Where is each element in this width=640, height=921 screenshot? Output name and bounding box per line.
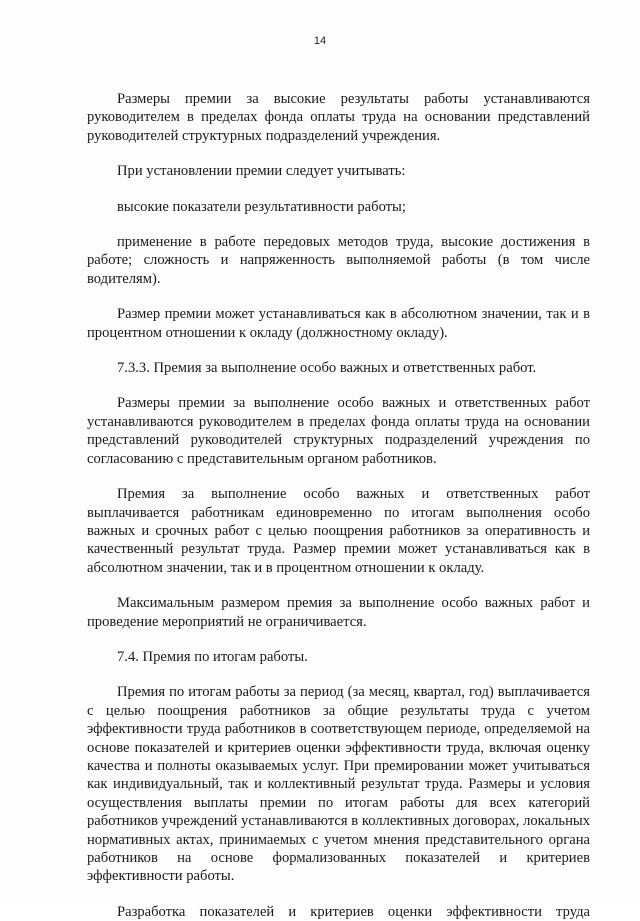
paragraph: Премия по итогам работы за период (за месяц, квартал, год) выплачивается с целью поощрения работников за общие результаты труда с учетом эффективности труда работников в соответствующем периоде, определяемой на основе показателей и критериев оценки эффективности труда, включая оценку качества и полноты оказываемых услуг. При премировании может учитываться как индивидуальный, так и коллективный результат труда. Размеры и условия осуществления выплаты премии по итогам работы для всех категорий работников учреждений устанавливаются в коллективных договорах, локальных нормативных актах, принимаемых с учетом мнения представительного органа работников на основе формализованных показателей и критериев эффективности работы. [87, 684, 590, 885]
paragraph: Размеры премии за высокие результаты работы устанавливаются руководителем в пределах фонда оплаты труда на основании представлений руководителей структурных подразделений учреждения. [87, 91, 590, 144]
paragraph: применение в работе передовых методов труда, высокие достижения в работе; сложность и напряженность выполняемой работы (в том числе водителям). [87, 234, 590, 287]
paragraph: При установлении премии следует учитывать: [117, 163, 406, 180]
paragraph: Максимальным размером премия за выполнение особо важных работ и проведение мероприятий не ограничивается. [87, 595, 590, 630]
section-heading: 7.4. Премия по итогам работы. [117, 648, 308, 665]
document-body [87, 90, 590, 921]
page-number: 14 [313, 35, 327, 47]
paragraph: Премия за выполнение особо важных и ответственных работ выплачивается работникам единовременно по итогам выполнения особо важных и срочных работ с целью поощрения работников за оперативность и качественный результат труда. Размер премии может устанавливаться как в абсолютном значении, так и в процентном отношении к окладу. [87, 486, 590, 576]
paragraph: Разработка показателей и критериев оценки эффективности труда [117, 903, 590, 920]
paragraph: Размер премии может устанавливаться как в абсолютном значении, так и в процентном отношении к окладу (должностному окладу). [87, 306, 590, 341]
paragraph: Размеры премии за выполнение особо важных и ответственных работ устанавливаются руководителем в пределах фонда оплаты труда на основании представлений руководителей структурных подразделений учреждения по согласованию с представительным органом работников. [87, 395, 590, 467]
section-heading: 7.3.3. Премия за выполнение особо важных и ответственных работ. [117, 360, 537, 377]
paragraph: высокие показатели результативности работы; [117, 198, 406, 215]
